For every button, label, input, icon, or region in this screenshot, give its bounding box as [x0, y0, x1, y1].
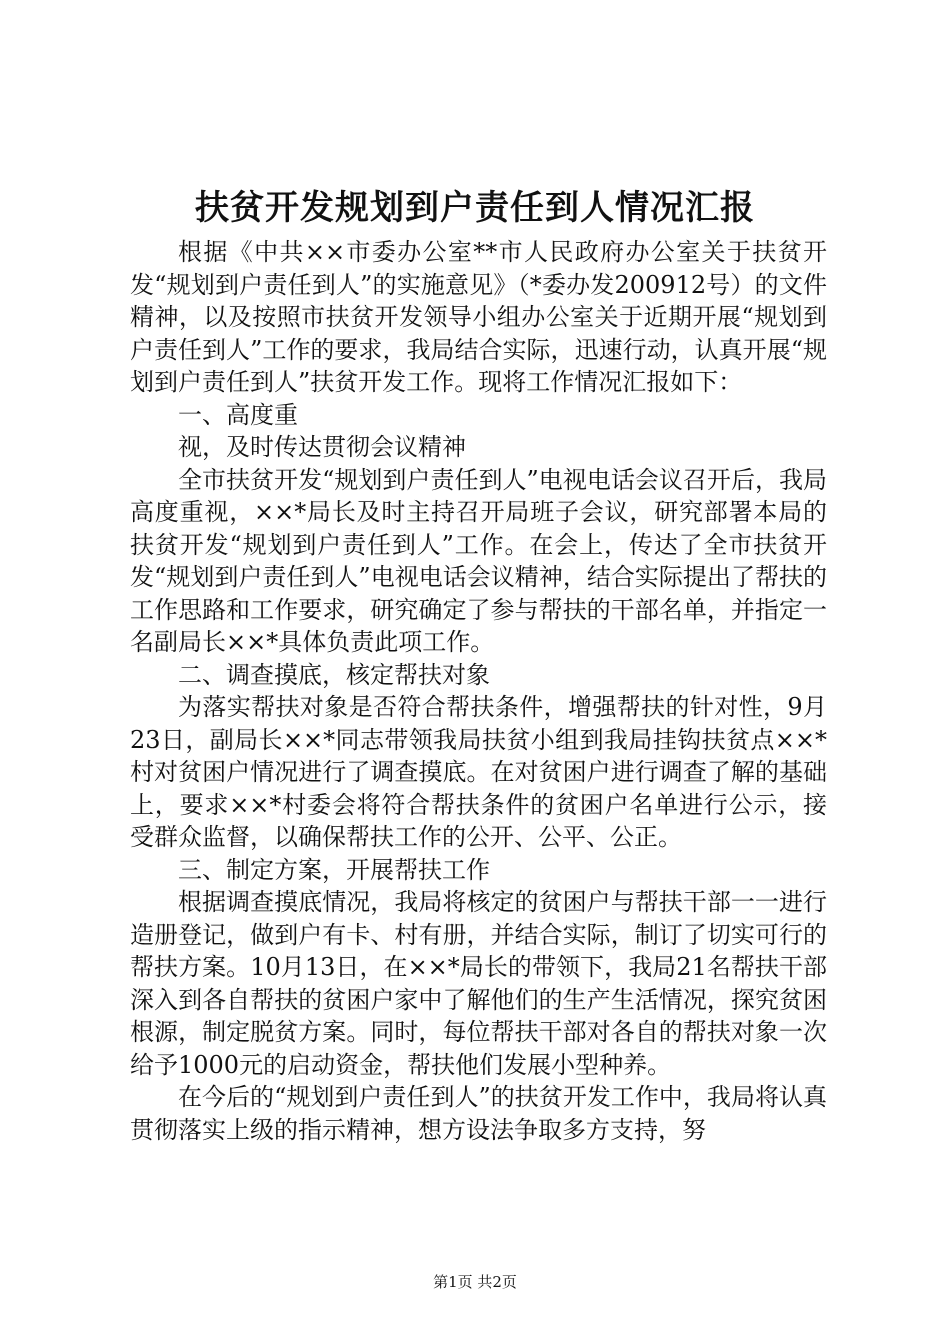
- page-number-footer: 第1页 共2页: [433, 1273, 517, 1291]
- section-heading-1-part-1: 一、高度重: [178, 400, 298, 429]
- section-2-paragraph: 为落实帮扶对象是否符合帮扶条件，增强帮扶的针对性，9月23日，副局长××*同志带领我局扶贫小组到我局挂钩扶贫点××*村对贫困户情况进行了调查摸底。在对贫困户进行调查了解的基础上，要求××*村委会将符合帮扶条件的贫困户名单进行公示，接受群众监督，以确保帮扶工作的公开、公平、公正。: [130, 693, 827, 851]
- intro-paragraph: 根据《中共××市委办公室**市人民政府办公室关于扶贫开发“规划到户责任到人”的实施意见》（*委办发200912号）的文件精神，以及按照市扶贫开发领导小组办公室关于近期开展“规划到户责任到人”工作的要求，我局结合实际，迅速行动，认真开展“规划到户责任到人”扶贫开发工作。现将工作情况汇报如下：: [130, 238, 827, 396]
- closing-paragraph: 在今后的“规划到户责任到人”的扶贫开发工作中，我局将认真贯彻落实上级的指示精神，想方设法争取多方支持，努: [130, 1083, 827, 1144]
- section-heading-2: 二、调查摸底，核定帮扶对象: [178, 660, 490, 689]
- section-heading-1-part-2: 视，及时传达贯彻会议精神: [178, 433, 466, 461]
- section-heading-3: 三、制定方案，开展帮扶工作: [178, 855, 490, 884]
- section-1-paragraph: 全市扶贫开发“规划到户责任到人”电视电话会议召开后，我局高度重视，××*局长及时主持召开局班子会议，研究部署本局的扶贫开发“规划到户责任到人”工作。在会上，传达了全市扶贫开发“规划到户责任到人”电视电话会议精神，结合实际提出了帮扶的工作思路和工作要求，研究确定了参与帮扶的干部名单，并指定一名副局长××*具体负责此项工作。: [130, 465, 827, 656]
- document-title: 扶贫开发规划到户责任到人情况汇报: [195, 188, 755, 228]
- section-3-paragraph: 根据调查摸底情况，我局将核定的贫困户与帮扶干部一一进行造册登记，做到户有卡、村有册，并结合实际，制订了切实可行的帮扶方案。10月13日，在××*局长的带领下，我局21名帮扶干部深入到各自帮扶的贫困户家中了解他们的生产生活情况，探究贫困根源，制定脱贫方案。同时，每位帮扶干部对各自的帮扶对象一次给予1000元的启动资金，帮扶他们发展小型种养。: [130, 888, 827, 1079]
- document-body: [130, 236, 827, 1146]
